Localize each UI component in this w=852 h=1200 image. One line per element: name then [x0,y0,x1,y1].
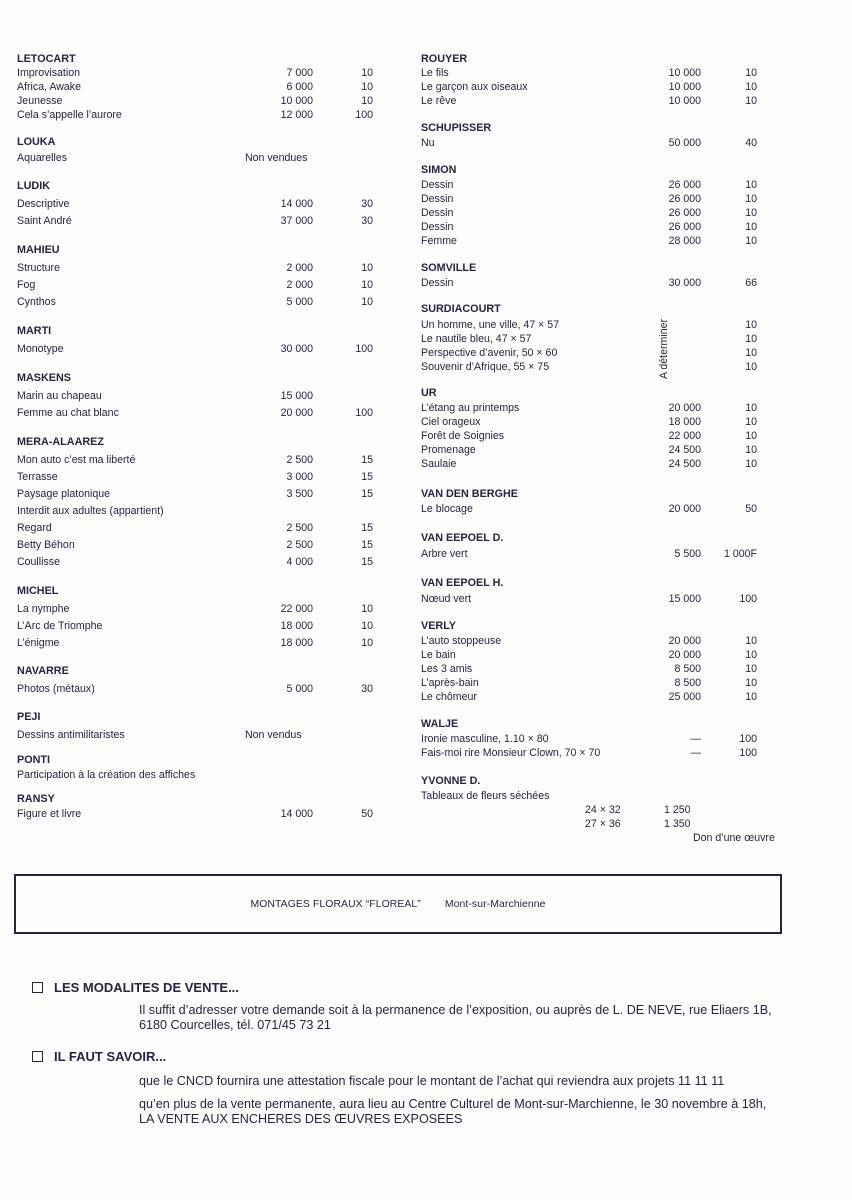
artwork-price: 30 000 [280,343,313,355]
artwork-price: 22 000 [668,430,701,442]
artwork-price: 26 000 [668,221,701,233]
artwork-price: 5 500 [674,548,701,560]
artist-group [421,261,841,290]
artist-group [421,531,841,561]
artwork-title: La nymphe [17,603,70,615]
artwork-percentage: 1 000F [724,548,757,560]
artwork-percentage: 15 [361,556,373,568]
artwork-price: 3 000 [286,471,313,483]
artwork-title: Dessin [421,179,454,191]
artwork-title: Mon auto c’est ma liberté [17,454,136,466]
artwork-row [421,634,841,648]
artist-group [421,774,841,845]
artwork-row [421,648,841,662]
artwork-percentage: 100 [739,593,757,605]
artwork-row [17,807,407,822]
artwork-percentage: 10 [361,620,373,632]
floreal-location: Mont-sur-Marchienne [444,898,546,910]
artwork-price: 8 500 [674,677,701,689]
artist-group [421,717,841,760]
artwork-title: Le blocage [421,503,473,515]
artwork-row [17,768,407,783]
artwork-price: 14 000 [280,198,313,210]
artwork-percentage: 10 [361,95,373,107]
artwork-title: Descriptive [17,198,70,210]
artist-name: MASKENS [17,372,71,384]
artwork-percentage: 10 [361,81,373,93]
artwork-price: 28 000 [668,235,701,247]
artwork-percentage: 10 [745,416,757,428]
artwork-row [421,547,841,561]
artwork-percentage: 10 [361,262,373,274]
artwork-row [421,662,841,676]
artist-group [17,243,407,311]
artwork-percentage: 100 [355,343,373,355]
artwork-row [17,727,407,744]
section-heading [32,1047,792,1065]
artist-group [421,619,841,704]
artwork-row [421,429,841,443]
artwork-price: 24 500 [668,444,701,456]
artwork-percentage: 10 [745,81,757,93]
artist-group [17,179,407,230]
artwork-row [17,277,407,294]
artist-group [17,135,407,166]
artwork-price: 37 000 [280,215,313,227]
artwork-title: Aquarelles [17,152,68,164]
artwork-row [421,732,841,746]
left-column [17,40,407,822]
artist-name: MAHIEU [17,244,60,256]
artwork-title: Marin au chapeau [17,390,102,402]
artwork-row [421,690,841,704]
artwork-title: Interdit aux adultes (appartient) [17,505,164,517]
artwork-row [421,592,841,606]
artwork-title: Betty Béhon [17,539,75,551]
artwork-title: Nœud vert [421,593,472,605]
artwork-title: Africa, Awake [17,81,81,93]
artwork-price: 30 000 [668,277,701,289]
artwork-percentage: 66 [745,277,757,289]
artwork-title: Perspective d’avenir, 50 × 60 [421,347,558,359]
artwork-percentage: 10 [745,67,757,79]
artwork-price: 26 000 [668,207,701,219]
artwork-row [17,554,407,571]
artwork-percentage: 10 [745,663,757,675]
artist-name: SOMVILLE [421,262,477,274]
floreal-box [14,874,782,934]
artwork-percentage: 10 [361,637,373,649]
status-note: Non vendues [245,152,308,164]
artist-name: VAN EEPOEL H. [421,577,504,589]
artwork-title: Ironie masculine, 1.10 × 80 [421,733,549,745]
artwork-price: 2 500 [286,454,313,466]
artwork-title: Promenage [421,444,476,456]
artwork-title: Dessin [421,207,454,219]
artwork-percentage: 10 [745,361,757,373]
artwork-row [421,360,841,374]
artwork-row [421,502,841,516]
artwork-price: 10 000 [668,67,701,79]
artwork-percentage: 100 [355,407,373,419]
artwork-row [421,401,841,415]
artwork-price: 1 350 [664,818,691,830]
artwork-title: Saulaie [421,458,457,470]
artwork-percentage: 10 [745,430,757,442]
artist-name: UR [421,387,437,399]
artwork-percentage: 10 [745,635,757,647]
artwork-percentage: 10 [745,444,757,456]
artist-group [421,121,841,150]
artwork-row [421,136,841,150]
artwork-price: 12 000 [280,109,313,121]
artwork-price: 20 000 [668,402,701,414]
artwork-row [421,234,841,248]
artwork-title: Coullisse [17,556,60,568]
artwork-price: 22 000 [280,603,313,615]
checkbox-square-icon [32,1051,43,1062]
artwork-percentage: 10 [745,207,757,219]
checkbox-square-icon [32,982,43,993]
artwork-row [17,150,407,166]
artist-name: LETOCART [17,53,76,65]
artist-name: SURDIACOURT [421,303,501,315]
artwork-percentage: 15 [361,488,373,500]
artwork-row [421,220,841,234]
artwork-title: Structure [17,262,60,274]
artist-name: VAN EEPOEL D. [421,532,504,544]
artwork-row [17,503,407,520]
donation-note: Don d’une œuvre [693,832,775,844]
artwork-price: 6 000 [286,81,313,93]
artwork-percentage: 15 [361,454,373,466]
artist-name: NAVARRE [17,665,69,677]
artist-name: MERA-ALAAREZ [17,436,104,448]
artwork-price: 3 500 [286,488,313,500]
artwork-title: L’Arc de Triomphe [17,620,103,632]
artist-name: SCHUPISSER [421,122,492,134]
artwork-row [17,388,407,405]
artwork-price: 20 000 [668,649,701,661]
artist-group [17,753,407,783]
artwork-row [421,676,841,690]
artwork-percentage: 30 [361,198,373,210]
artwork-price: 7 000 [286,67,313,79]
artist-name: RANSY [17,793,55,805]
artwork-row [17,66,407,80]
artwork-title: L’énigme [17,637,60,649]
artwork-percentage: 10 [745,649,757,661]
artist-group [17,664,407,698]
section-heading-text: IL FAUT SAVOIR... [54,1048,167,1064]
artwork-row [17,486,407,503]
artwork-title: Nu [421,137,435,149]
artwork-price: 2 000 [286,279,313,291]
artist-group [17,324,407,358]
section-modalites [32,978,792,1033]
size-price-row [421,817,841,831]
artwork-percentage: 10 [745,193,757,205]
artist-name: SIMON [421,164,457,176]
artwork-title: Regard [17,522,52,534]
artwork-percentage: 10 [745,179,757,191]
artist-name: MARTI [17,325,52,337]
artist-name: PONTI [17,754,50,766]
artwork-price: 2 500 [286,539,313,551]
artist-group [17,435,407,571]
artist-name: YVONNE D. [421,775,481,787]
artwork-price: 18 000 [280,620,313,632]
artwork-description: Tableaux de fleurs séchées [421,790,550,802]
artwork-percentage: 10 [745,221,757,233]
artwork-row [17,520,407,537]
artwork-price: 5 000 [286,296,313,308]
artist-name: VAN DEN BERGHE [421,488,518,500]
artwork-row [421,318,841,332]
artwork-title: Le fils [421,67,449,79]
artwork-row [17,341,407,358]
artwork-row [17,469,407,486]
artwork-percentage: 30 [361,683,373,695]
artist-group [421,163,841,248]
artwork-row [421,192,841,206]
artwork-title: Dessin [421,193,454,205]
artwork-title: Souvenir d’Afrique, 55 × 75 [421,361,550,373]
artist-name: PEJI [17,711,41,723]
floreal-name: MONTAGES FLORAUX “FLOREAL” [250,898,421,910]
artwork-row [17,635,407,652]
artwork-price: 26 000 [668,179,701,191]
artwork-title: Dessins antimilitaristes [17,729,125,741]
artwork-row [17,405,407,422]
artwork-percentage: 10 [745,458,757,470]
artwork-price: 14 000 [280,808,313,820]
section-paragraph: Il suffit d’adresser votre demande soit à la permanence de l’exposition, ou auprès de L. DE NEVE, rue Eliaers 1B, 6180 Courcelles, tél. 071/45 73 21 [139,1003,772,1032]
artist-group [421,576,841,606]
artwork-percentage: 100 [739,747,757,759]
artwork-row [17,94,407,108]
artist-name: MICHEL [17,585,59,597]
artwork-percentage: 10 [745,402,757,414]
artwork-row [17,108,407,122]
artwork-percentage: 10 [745,235,757,247]
artwork-title: Fais-moi rire Monsieur Clown, 70 × 70 [421,747,601,759]
artwork-percentage: 10 [745,677,757,689]
artist-group [421,386,841,471]
artwork-price: 4 000 [286,556,313,568]
artist-group [421,487,841,516]
artwork-price: 10 000 [280,95,313,107]
artwork-percentage: 100 [739,733,757,745]
artwork-row [17,537,407,554]
artwork-title: Forêt de Soignies [421,430,505,442]
artist-group [421,52,841,108]
artwork-percentage: 10 [361,279,373,291]
artwork-percentage: 50 [361,808,373,820]
artwork-title: Jeunesse [17,95,63,107]
artwork-price: 18 000 [668,416,701,428]
artwork-row [17,618,407,635]
section-il-faut-savoir [32,1047,792,1127]
artwork-title: Dessin [421,277,454,289]
artwork-row [17,213,407,230]
artist-name: ROUYER [421,53,468,65]
artwork-row [421,94,841,108]
right-column [421,40,841,845]
artwork-price: 10 000 [668,81,701,93]
artist-name: LUDIK [17,180,50,192]
artwork-title: Figure et livre [17,808,82,820]
artwork-row [421,80,841,94]
artwork-title: L’auto stoppeuse [421,635,502,647]
artist-name: LOUKA [17,136,56,148]
artist-name: WALJE [421,718,459,730]
artwork-title: Dessin [421,221,454,233]
artwork-row [17,260,407,277]
artwork-percentage: 10 [745,347,757,359]
artwork-percentage: 15 [361,471,373,483]
artwork-row [421,415,841,429]
artwork-price: 20 000 [668,635,701,647]
artwork-row [421,66,841,80]
artwork-title: Femme au chat blanc [17,407,119,419]
artwork-title: Cela s’appelle l’aurore [17,109,122,121]
artwork-percentage: 30 [361,215,373,227]
artwork-row [421,443,841,457]
artwork-title: Le chômeur [421,691,477,703]
artwork-row [17,601,407,618]
artwork-price: 24 500 [668,458,701,470]
artwork-title: Photos (métaux) [17,683,95,695]
status-note: Non vendus [245,729,302,741]
section-paragraph: qu’en plus de la vente permanente, aura lieu au Centre Culturel de Mont-sur-Marchienne, le 30 novembre à 18h, LA VENTE AUX ENCHERES DES ŒUVRES EXPOSEES [139,1097,767,1126]
artwork-percentage: 15 [361,522,373,534]
artwork-title: Les 3 amis [421,663,473,675]
artwork-percentage: 50 [745,503,757,515]
artwork-size: 27 × 36 [585,818,621,830]
artwork-price: 20 000 [668,503,701,515]
artwork-row [17,681,407,698]
artwork-title: Cynthos [17,296,56,308]
price-to-be-determined-label [657,314,671,384]
artwork-title: Le nautile bleu, 47 × 57 [421,333,532,345]
artist-group [17,584,407,652]
artwork-price: — [690,747,701,759]
artwork-percentage: 15 [361,539,373,551]
section-paragraph: que le CNCD fournira une attestation fiscale pour le montant de l’achat qui reviendra aux projets 11 11 11 [139,1074,725,1088]
artwork-title: Arbre vert [421,548,468,560]
artwork-percentage: 10 [361,67,373,79]
artwork-title: Monotype [17,343,64,355]
artwork-row [421,346,841,360]
section-heading [32,978,792,996]
artist-name: VERLY [421,620,457,632]
artwork-title: Paysage platonique [17,488,111,500]
artwork-percentage: 10 [745,333,757,345]
size-price-row [421,803,841,817]
artwork-title: L’après-bain [421,677,479,689]
artwork-percentage: 40 [745,137,757,149]
artwork-row [421,178,841,192]
artwork-row [421,276,841,290]
artist-group [17,792,407,822]
artist-group [17,371,407,422]
artwork-title: Un homme, une ville, 47 × 57 [421,319,560,331]
artwork-row [421,457,841,471]
artwork-price: 25 000 [668,691,701,703]
artwork-title: Femme [421,235,457,247]
artwork-title: Terrasse [17,471,58,483]
section-heading-text: LES MODALITES DE VENTE... [54,979,239,995]
artwork-price: 15 000 [280,390,313,402]
artwork-title: Le garçon aux oiseaux [421,81,528,93]
artwork-row [421,206,841,220]
artwork-price: 18 000 [280,637,313,649]
artwork-percentage: 10 [745,691,757,703]
artwork-size: 24 × 32 [585,804,621,816]
artwork-percentage: 10 [361,603,373,615]
rotated-text: A déterminer [658,318,670,380]
artwork-title: Improvisation [17,67,80,79]
artwork-price: 5 000 [286,683,313,695]
artwork-price: 50 000 [668,137,701,149]
artwork-price: 2 000 [286,262,313,274]
artwork-row [17,452,407,469]
artwork-row [17,80,407,94]
artwork-title: Le rêve [421,95,457,107]
artwork-price: 20 000 [280,407,313,419]
artwork-title: Participation à la création des affiches [17,769,196,781]
artist-group [17,52,407,122]
artwork-price: 26 000 [668,193,701,205]
artwork-percentage: 100 [355,109,373,121]
artwork-percentage: 10 [745,319,757,331]
artist-group [17,710,407,744]
artwork-price: 1 250 [664,804,691,816]
artwork-price: 10 000 [668,95,701,107]
artwork-row [421,332,841,346]
artwork-price: — [690,733,701,745]
artwork-row [17,294,407,311]
artwork-price: 2 500 [286,522,313,534]
artwork-percentage: 10 [745,95,757,107]
artwork-title: Fog [17,279,36,291]
artwork-price: 15 000 [668,593,701,605]
artwork-title: L’étang au printemps [421,402,520,414]
artwork-row [421,746,841,760]
artwork-title: Ciel orageux [421,416,481,428]
artwork-title: Le bain [421,649,456,661]
artwork-row [17,196,407,213]
artwork-price: 8 500 [674,663,701,675]
artwork-title: Saint André [17,215,72,227]
artwork-percentage: 10 [361,296,373,308]
artist-group [421,302,841,380]
